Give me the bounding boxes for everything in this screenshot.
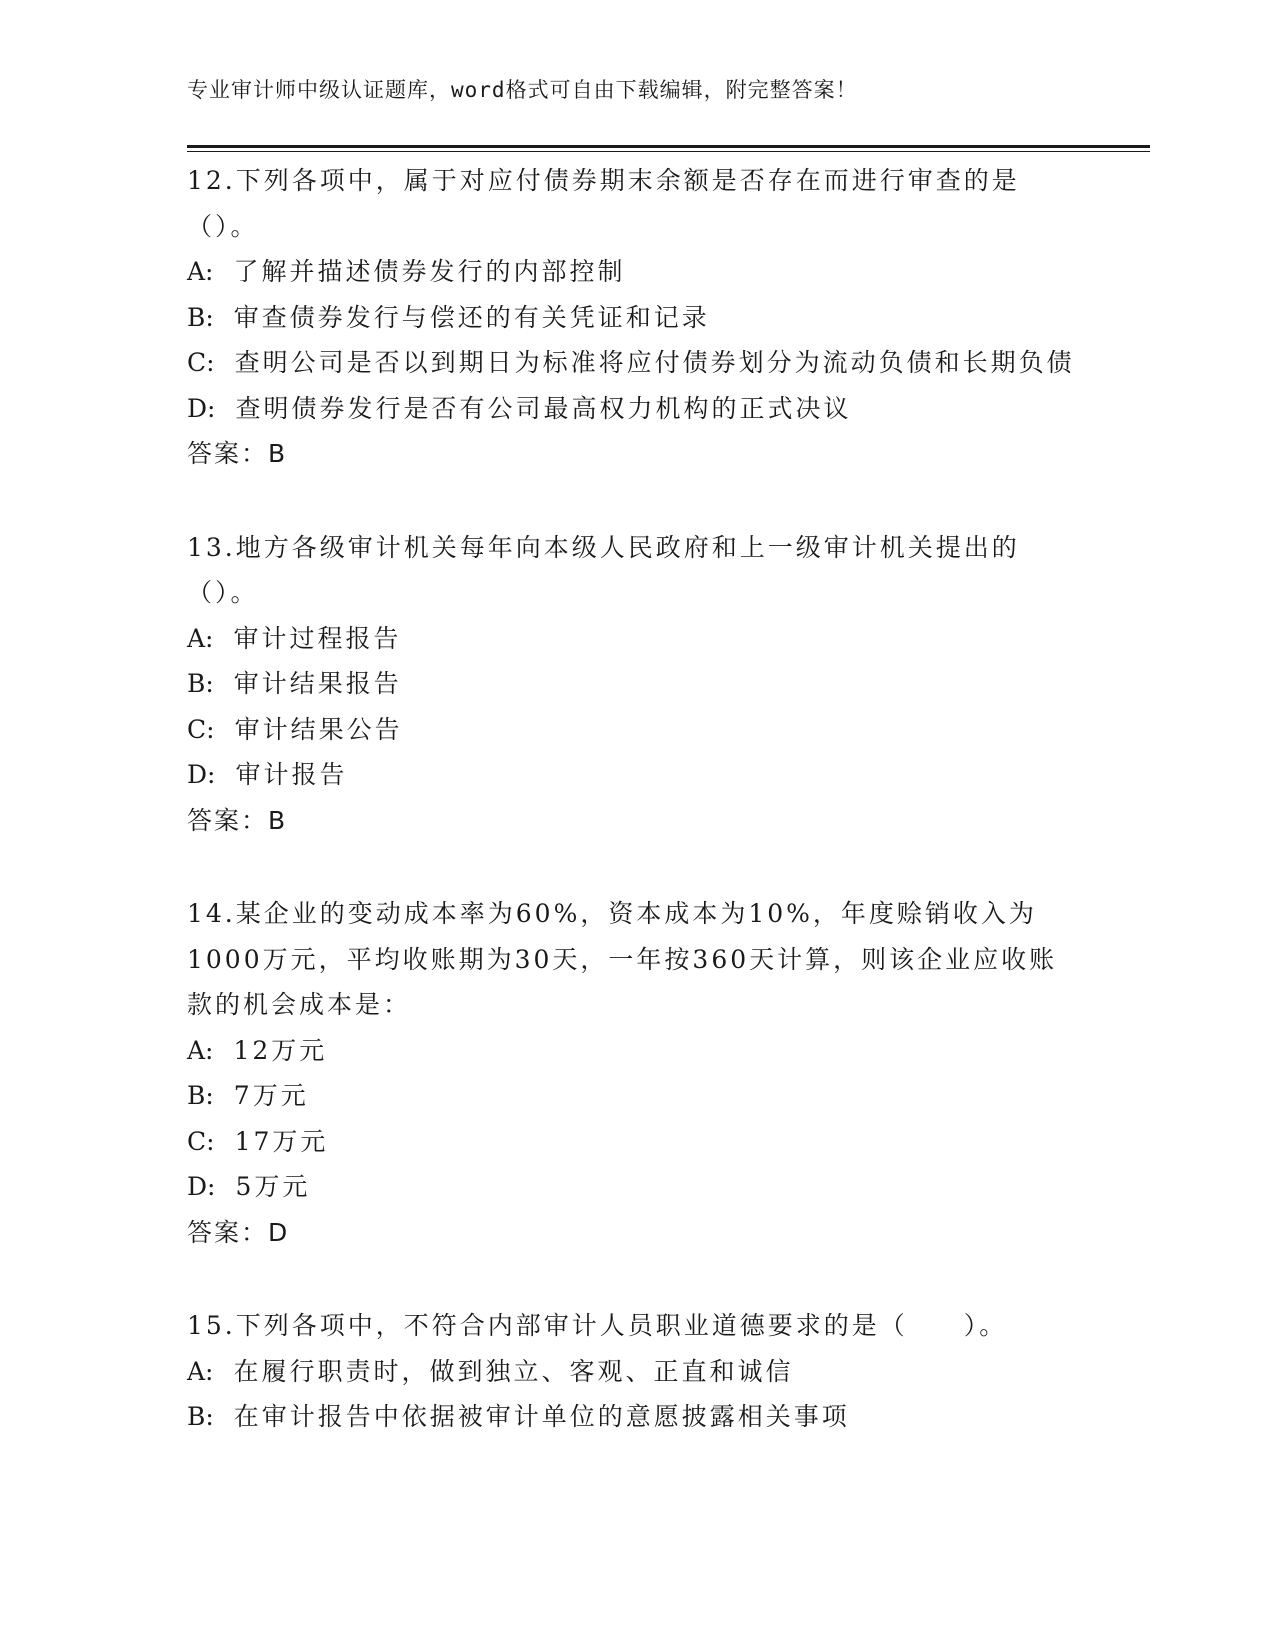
- option-c: C: 17万元: [187, 1126, 329, 1156]
- option-c: C: 查明公司是否以到期日为标准将应付债券划分为流动负债和长期负债: [187, 348, 1075, 377]
- question-stem: 13.地方各级审计机关每年向本级人民政府和上一级审计机关提出的（）。: [187, 532, 1020, 607]
- question-stem: 14.某企业的变动成本率为60%，资本成本为10%，年度赊销收入为1000万元，平均收账期为30天，一年按360天计算，则该企业应收账款的机会成本是：: [187, 899, 1058, 1019]
- answer-line: 答案：B: [187, 805, 288, 835]
- option-b: B: 审查债券发行与偿还的有关凭证和记录: [187, 302, 710, 332]
- question-stem: 12.下列各项中，属于对应付债券期末余额是否存在而进行审查的是（）。: [187, 166, 1020, 241]
- option-a: A: 审计过程报告: [187, 623, 402, 653]
- header-divider-thin: [187, 151, 1150, 152]
- header-divider-thick: [187, 145, 1150, 148]
- option-a: A: 在履行职责时，做到独立、客观、正直和诚信: [187, 1356, 794, 1386]
- option-c: C: 审计结果公告: [187, 714, 403, 744]
- option-d: D: 审计报告: [187, 760, 348, 789]
- document-header: 专业审计师中级认证题库，word格式可自由下载编辑，附完整答案！: [187, 78, 858, 102]
- answer-line: 答案：B: [187, 439, 288, 468]
- question-14: [187, 891, 1082, 1255]
- answer-line: 答案：D: [187, 1217, 290, 1247]
- question-15: [187, 1303, 1082, 1440]
- option-b: B: 审计结果报告: [187, 669, 402, 698]
- option-b: B: 7万元: [187, 1081, 309, 1110]
- option-a: A: 12万元: [187, 1035, 328, 1065]
- option-a: A: 了解并描述债券发行的内部控制: [187, 257, 626, 286]
- question-stem: 15.下列各项中，不符合内部审计人员职业道德要求的是（ ）。: [187, 1311, 1008, 1340]
- option-d: D: 5万元: [187, 1172, 311, 1201]
- question-13: [187, 525, 1082, 844]
- option-b: B: 在审计报告中依据被审计单位的意愿披露相关事项: [187, 1402, 850, 1431]
- question-list: [187, 158, 1082, 1440]
- question-12: [187, 158, 1082, 477]
- option-d: D: 查明债券发行是否有公司最高权力机构的正式决议: [187, 393, 852, 423]
